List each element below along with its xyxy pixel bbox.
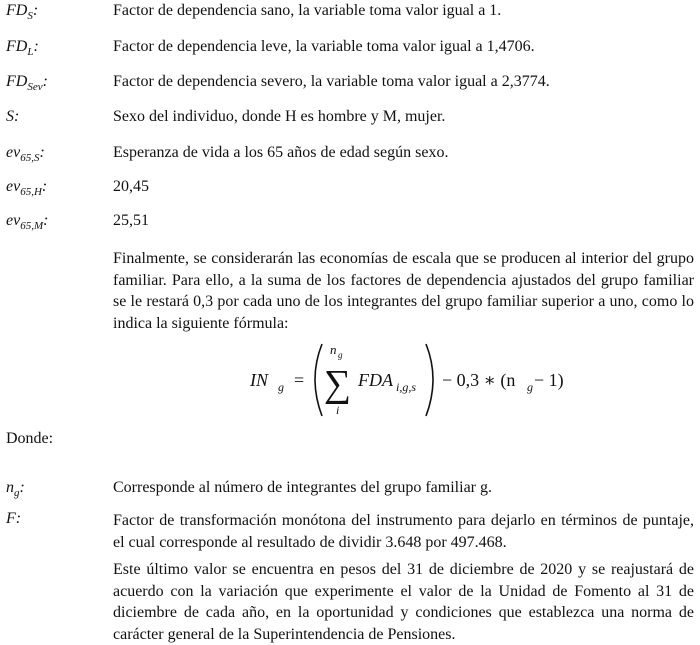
definition-row-s [6, 108, 696, 132]
formula-term-sub: i,g,s [396, 380, 417, 394]
definition-row-fd-l [6, 38, 696, 62]
formula-rest-tail: − 1) [534, 370, 564, 390]
definition-text: Corresponde al número de integrantes del grupo familiar g. [113, 479, 492, 496]
paragraph-economias-escala: Finalmente, se considerarán las economías de escala que se producen al interior del grupo familiar. Para ello, a la suma de los factores de dependencia ajustados del grupo familiar se le restará 0,3 por cada uno de los integrantes del grupo familiar superior a uno, como lo indica la siguiente fórmula: [113, 250, 694, 332]
definition-text: Esperanza de vida a los 65 años de edad según sexo. [113, 144, 449, 161]
paragraph-reajuste: Este último valor se encuentra en pesos del 31 de diciembre de 2020 y se reajustará de acuerdo con la variación que experimente el valor de la Unidad de Fomento al 31 de diciembre de cada año, en la oportunidad y condiciones que establezca una norma de carácter general de la Superintendencia de Pensiones. [113, 561, 694, 643]
definition-text-f: Factor de transformación monótona del instrumento para dejarlo en términos de puntaje, el cual corresponde al resultado de dividir 3.648 por 497.468. [113, 512, 694, 551]
definition-text: Factor de dependencia leve, la variable toma valor igual a 1,4706. [113, 38, 535, 55]
formula-rest-sub: g [527, 380, 533, 394]
formula-term: FDA [358, 370, 393, 390]
symbol-fd-sev: $FD_{Sev}$: [6, 73, 48, 93]
symbol-f: F: [6, 510, 22, 527]
definition-row-n-g [6, 479, 696, 503]
definition-row-ev-65-h [6, 178, 696, 202]
formula-equals: = [294, 370, 305, 390]
symbol-ev-65-m: $ev_{65,M}$: [6, 212, 49, 232]
symbol-fd-s: $FD_S$: [6, 2, 39, 22]
symbol-ev-65-s: $ev_{65,S}$: [6, 144, 45, 164]
sum-upper: n [330, 342, 337, 357]
right-paren [426, 344, 433, 416]
sum-upper-sub: g [338, 350, 343, 360]
sum-lower: i [336, 403, 340, 417]
definition-row-fd-sev [6, 73, 696, 97]
definition-text: Sexo del individuo, donde H es hombre y M, mujer. [113, 108, 446, 125]
formula-rest: − 0,3 ∗ (n [442, 370, 516, 390]
definition-text: Factor de dependencia severo, la variable toma valor igual a 2,3774. [113, 73, 550, 90]
definition-row-fd-s [6, 2, 696, 26]
definition-row-ev-65-s [6, 144, 696, 168]
definition-value: 25,51 [113, 212, 149, 229]
symbol-fd-l: $FD_L$: [6, 38, 39, 58]
definition-text: Factor de dependencia sano, la variable toma valor igual a 1. [113, 2, 502, 19]
donde-label: Donde: [6, 430, 54, 447]
formula-lhs: IN [250, 370, 268, 390]
symbol-s: S: [6, 108, 20, 125]
definition-row-ev-65-m [6, 212, 696, 236]
left-paren [315, 344, 322, 416]
symbol-ev-65-h: $ev_{65,H}$: [6, 178, 48, 198]
formula-lhs-sub: g [278, 380, 284, 394]
symbol-n-g: $n_g$: [6, 479, 25, 499]
definition-value: 20,45 [113, 178, 149, 195]
formula [250, 338, 570, 422]
sigma-icon: ∑ [324, 363, 352, 405]
